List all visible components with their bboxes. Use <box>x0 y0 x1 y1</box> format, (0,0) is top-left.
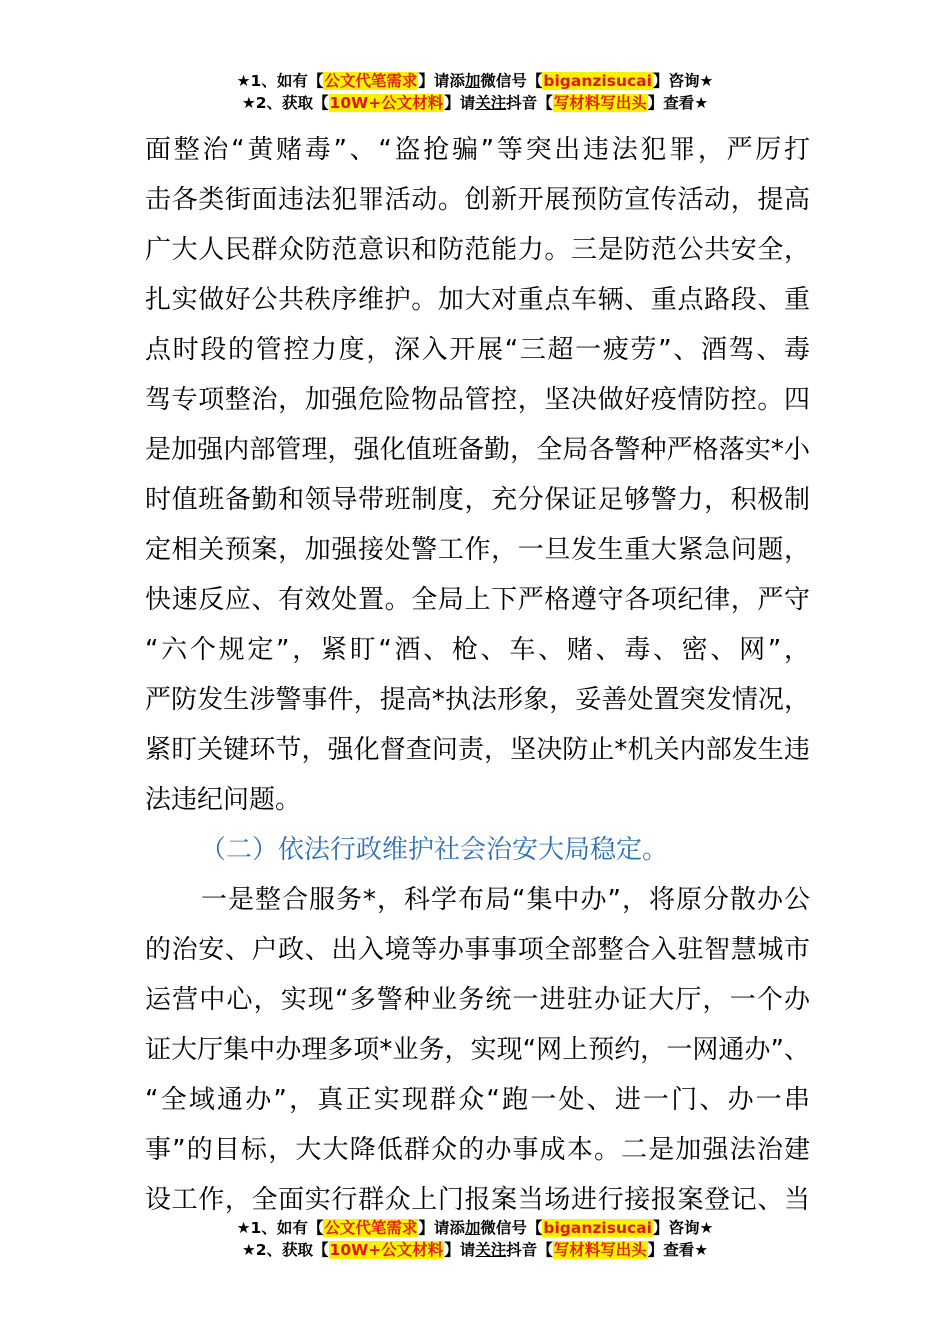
promo-text: ★2、获取【 <box>241 94 329 112</box>
promo-text: 】查看★ <box>647 1241 709 1259</box>
bottom-promo-banner <box>0 1217 950 1261</box>
promo-highlight: 公文代笔需求 <box>324 1219 418 1237</box>
promo-line-1 <box>0 70 950 92</box>
section-line: 证大厅集中办理多项*业务，实现“网上预约，一网通办”、 <box>145 1035 810 1065</box>
promo-text: 】查看★ <box>647 94 709 112</box>
document-body <box>145 125 810 1225</box>
promo-text: ★1、如有【 <box>236 72 324 90</box>
promo-text: ★1、如有【 <box>236 1219 324 1237</box>
section-first-line: 一是整合服务*，科学布局“集中办”，将原分散办公 <box>201 885 810 915</box>
section-line: 设工作，全面实行群众上门报案当场进行接报案登记、当 <box>145 1185 810 1215</box>
promo-text: 微信号【 <box>480 1219 543 1237</box>
body-line: 严防发生涉警事件，提高*执法形象，妥善处置突发情况， <box>145 685 810 715</box>
section-line: 事”的目标，大大降低群众的办事成本。二是加强法治建 <box>145 1135 810 1165</box>
promo-text: 】请 <box>444 94 476 112</box>
promo-text: 抖音【 <box>506 94 553 112</box>
promo-text-underlined: 加 <box>464 1219 481 1237</box>
promo-text: 】请 <box>444 1241 476 1259</box>
promo-wechat-id: biganzisucai <box>543 72 652 90</box>
promo-douyin-id: 写材料写出头 <box>553 1241 647 1259</box>
section-line: 的治安、户政、出入境等办事事项全部整合入驻智慧城市 <box>145 935 810 965</box>
body-line: 扎实做好公共秩序维护。加大对重点车辆、重点路段、重 <box>145 285 810 315</box>
promo-text-underlined: 关注 <box>475 94 507 112</box>
promo-line-1 <box>0 1217 950 1239</box>
top-promo-banner <box>0 70 950 114</box>
promo-line-2 <box>0 1239 950 1261</box>
promo-text: 抖音【 <box>506 1241 553 1259</box>
body-line: 快速反应、有效处置。全局上下严格遵守各项纪律，严守 <box>145 585 810 615</box>
promo-text: ★2、获取【 <box>241 1241 329 1259</box>
promo-highlight: 10W+公文材料 <box>329 94 444 112</box>
promo-line-2 <box>0 92 950 114</box>
promo-text: 】咨询★ <box>652 72 714 90</box>
body-line-last: 法违纪问题。 <box>145 785 302 815</box>
body-line: 点时段的管控力度，深入开展“三超一疲劳”、酒驾、毒 <box>145 335 810 365</box>
body-line: 是加强内部管理，强化值班备勤，全局各警种严格落实*小 <box>145 435 810 465</box>
body-line: 紧盯关键环节，强化督查问责，坚决防止*机关内部发生违 <box>145 735 810 765</box>
body-line: 驾专项整治，加强危险物品管控，坚决做好疫情防控。四 <box>145 385 810 415</box>
promo-wechat-id: biganzisucai <box>543 1219 652 1237</box>
section-line: 运营中心，实现“多警种业务统一进驻办证大厅，一个办 <box>145 985 810 1015</box>
body-line: 广大人民群众防范意识和防范能力。三是防范公共安全， <box>145 235 810 265</box>
promo-highlight: 10W+公文材料 <box>329 1241 444 1259</box>
promo-text: 微信号【 <box>480 72 543 90</box>
body-line: “六个规定”，紧盯“酒、枪、车、赌、毒、密、网”， <box>145 635 810 665</box>
section-heading: （二）依法行政维护社会治安大局稳定。 <box>200 835 669 865</box>
section-line: “全域通办”，真正实现群众“跑一处、进一门、办一串 <box>145 1085 810 1115</box>
body-line: 面整治“黄赌毒”、“盗抢骗”等突出违法犯罪，严厉打 <box>145 135 810 165</box>
body-line: 定相关预案，加强接处警工作，一旦发生重大紧急问题， <box>145 535 810 565</box>
body-line: 时值班备勤和领导带班制度，充分保证足够警力，积极制 <box>145 485 810 515</box>
body-line: 击各类街面违法犯罪活动。创新开展预防宣传活动，提高 <box>145 185 810 215</box>
promo-text: 】请添 <box>418 72 465 90</box>
promo-highlight: 公文代笔需求 <box>324 72 418 90</box>
promo-douyin-id: 写材料写出头 <box>553 94 647 112</box>
promo-text-underlined: 加 <box>464 72 481 90</box>
promo-text: 】咨询★ <box>652 1219 714 1237</box>
promo-text-underlined: 关注 <box>475 1241 507 1259</box>
promo-text: 】请添 <box>418 1219 465 1237</box>
